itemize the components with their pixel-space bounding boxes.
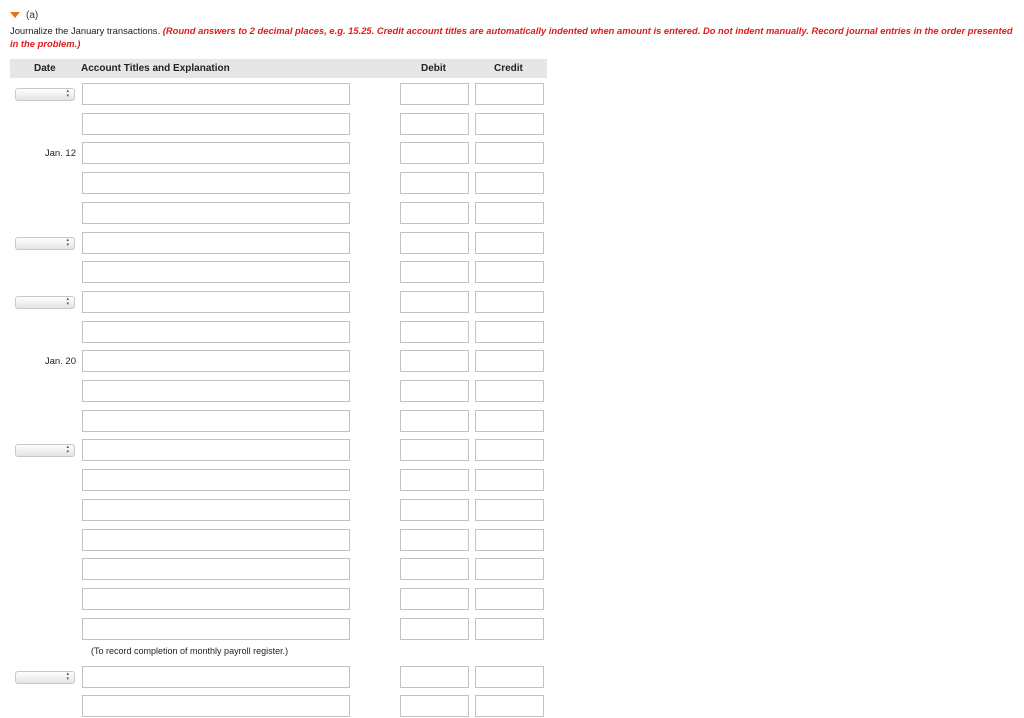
debit-input[interactable] <box>400 439 469 461</box>
debit-input[interactable] <box>400 529 469 551</box>
debit-input[interactable] <box>400 588 469 610</box>
account-title-input[interactable] <box>82 666 350 688</box>
account-title-input[interactable] <box>82 558 350 580</box>
credit-input[interactable] <box>475 499 544 521</box>
table-row <box>10 232 547 254</box>
date-select[interactable] <box>15 237 75 250</box>
credit-input[interactable] <box>475 83 544 105</box>
debit-input[interactable] <box>400 113 469 135</box>
debit-input[interactable] <box>400 350 469 372</box>
account-title-input[interactable] <box>82 695 350 717</box>
account-title-input[interactable] <box>82 113 350 135</box>
debit-input[interactable] <box>400 618 469 640</box>
table-row <box>10 321 547 343</box>
debit-input[interactable] <box>400 666 469 688</box>
table-row <box>10 172 547 194</box>
table-row <box>10 695 547 717</box>
credit-input[interactable] <box>475 469 544 491</box>
credit-input[interactable] <box>475 261 544 283</box>
debit-input[interactable] <box>400 499 469 521</box>
table-row <box>10 83 547 105</box>
table-row <box>10 439 547 461</box>
debit-input[interactable] <box>400 380 469 402</box>
instructions-hint: (Round answers to 2 decimal places, e.g. 15.25. Credit account titles are automatically indented when amount is entered. Do not indent manually. Record journal entries in the order presented in the problem.) <box>10 25 1013 49</box>
credit-input[interactable] <box>475 666 544 688</box>
header-credit: Credit <box>494 63 523 74</box>
date-label: Jan. 12 <box>44 148 76 159</box>
account-title-input[interactable] <box>82 172 350 194</box>
account-title-input[interactable] <box>82 350 350 372</box>
credit-input[interactable] <box>475 321 544 343</box>
date-select[interactable] <box>15 88 75 101</box>
debit-input[interactable] <box>400 695 469 717</box>
debit-input[interactable] <box>400 232 469 254</box>
table-row <box>10 380 547 402</box>
credit-input[interactable] <box>475 202 544 224</box>
credit-input[interactable] <box>475 618 544 640</box>
account-title-input[interactable] <box>82 232 350 254</box>
date-select[interactable] <box>15 671 75 684</box>
account-title-input[interactable] <box>82 142 350 164</box>
header-date: Date <box>34 63 56 74</box>
account-title-input[interactable] <box>82 380 350 402</box>
table-row <box>10 666 547 688</box>
account-title-input[interactable] <box>82 469 350 491</box>
credit-input[interactable] <box>475 291 544 313</box>
collapse-triangle-icon[interactable] <box>10 12 20 18</box>
table-row <box>10 499 547 521</box>
table-header <box>10 59 547 78</box>
table-row <box>10 410 547 432</box>
debit-input[interactable] <box>400 172 469 194</box>
debit-input[interactable] <box>400 291 469 313</box>
table-row <box>10 202 547 224</box>
credit-input[interactable] <box>475 113 544 135</box>
debit-input[interactable] <box>400 469 469 491</box>
debit-input[interactable] <box>400 321 469 343</box>
credit-input[interactable] <box>475 350 544 372</box>
credit-input[interactable] <box>475 588 544 610</box>
credit-input[interactable] <box>475 439 544 461</box>
date-select[interactable] <box>15 444 75 457</box>
table-row <box>10 588 547 610</box>
section-label: (a) <box>26 9 39 21</box>
credit-input[interactable] <box>475 380 544 402</box>
table-row <box>10 113 547 135</box>
table-row <box>10 469 547 491</box>
debit-input[interactable] <box>400 83 469 105</box>
account-title-input[interactable] <box>82 83 350 105</box>
account-title-input[interactable] <box>82 202 350 224</box>
account-title-input[interactable] <box>82 529 350 551</box>
table-row <box>10 291 547 313</box>
table-row <box>10 529 547 551</box>
credit-input[interactable] <box>475 142 544 164</box>
credit-input[interactable] <box>475 695 544 717</box>
journal-entry-table <box>10 59 547 656</box>
credit-input[interactable] <box>475 558 544 580</box>
credit-input[interactable] <box>475 172 544 194</box>
account-title-input[interactable] <box>82 439 350 461</box>
table-row <box>10 618 547 640</box>
credit-input[interactable] <box>475 410 544 432</box>
account-title-input[interactable] <box>82 410 350 432</box>
header-debit: Debit <box>421 63 446 74</box>
table-row <box>10 142 547 164</box>
credit-input[interactable] <box>475 232 544 254</box>
table-row <box>10 558 547 580</box>
entry-explanation: (To record completion of monthly payroll register.) <box>91 646 289 656</box>
instructions <box>10 24 1022 50</box>
account-title-input[interactable] <box>82 588 350 610</box>
account-title-input[interactable] <box>82 291 350 313</box>
table-row <box>10 350 547 372</box>
debit-input[interactable] <box>400 142 469 164</box>
table-row <box>10 261 547 283</box>
section-toggle[interactable] <box>10 8 38 22</box>
account-title-input[interactable] <box>82 618 350 640</box>
debit-input[interactable] <box>400 202 469 224</box>
credit-input[interactable] <box>475 529 544 551</box>
debit-input[interactable] <box>400 558 469 580</box>
header-account: Account Titles and Explanation <box>81 63 230 74</box>
instructions-intro: Journalize the January transactions. <box>10 25 161 36</box>
debit-input[interactable] <box>400 261 469 283</box>
debit-input[interactable] <box>400 410 469 432</box>
date-select[interactable] <box>15 296 75 309</box>
account-title-input[interactable] <box>82 321 350 343</box>
account-title-input[interactable] <box>82 261 350 283</box>
account-title-input[interactable] <box>82 499 350 521</box>
date-label: Jan. 20 <box>44 356 76 367</box>
